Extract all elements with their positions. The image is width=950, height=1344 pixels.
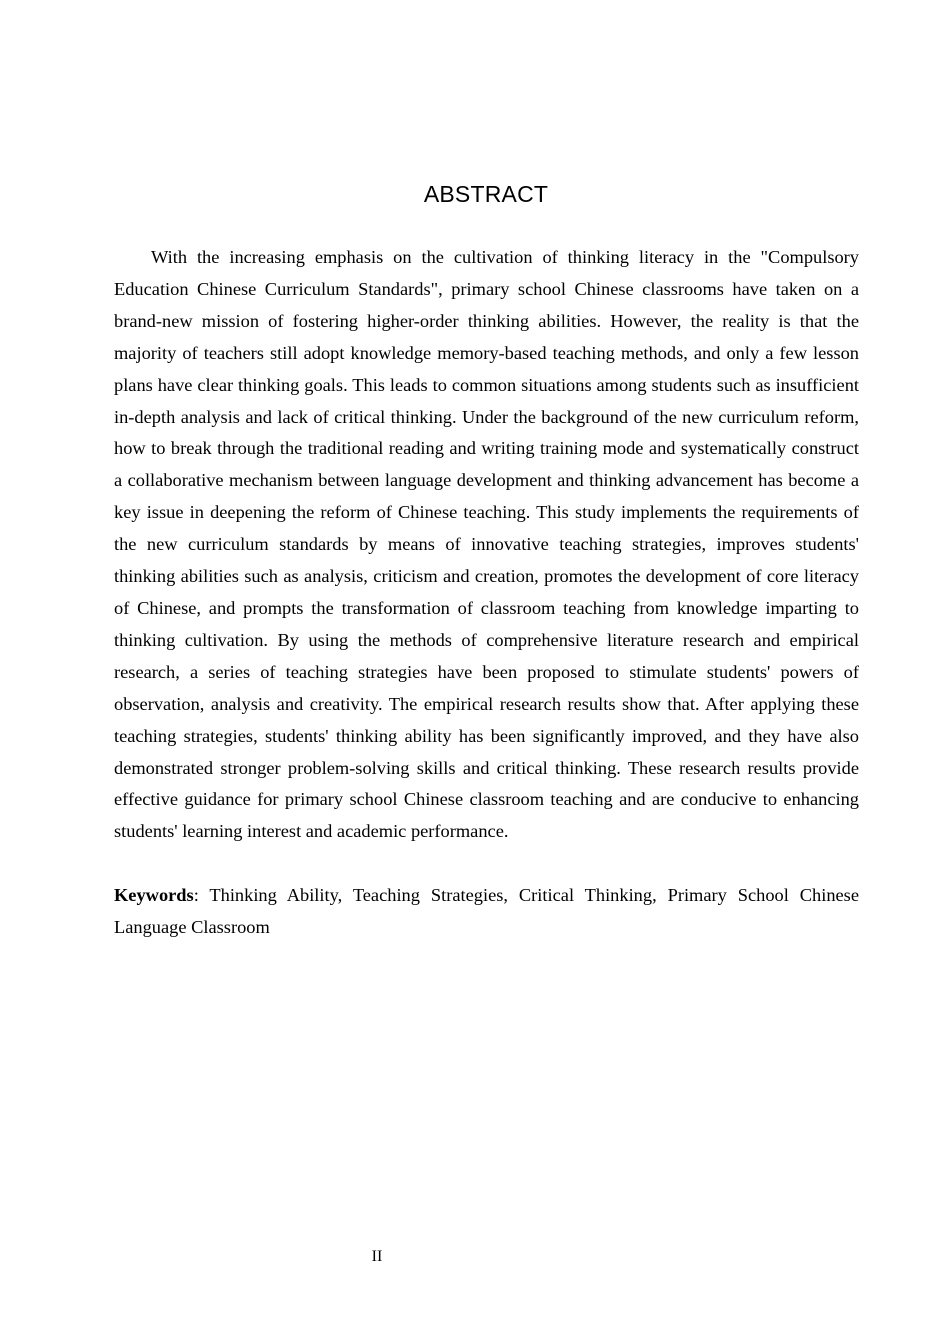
keywords-label: Keywords <box>114 885 194 905</box>
keywords-text: Thinking Ability, Teaching Strategies, Critical Thinking, Primary School Chinese Language Classroom <box>114 885 860 937</box>
page-number: II <box>371 1248 383 1265</box>
keywords-separator: : <box>193 885 210 905</box>
abstract-paragraph: With the increasing emphasis on the cultivation of thinking literacy in the "Compulsory Education Chinese Curriculum Standards", primary school Chinese classrooms have taken on a brand-new mission of fostering higher-order thinking abilities. However, the reality is that the majority of teachers still adopt knowledge memory-based teaching methods, and only a few lesson plans have clear thinking goals. This leads to common situations among students such as insufficient in-depth analysis and lack of critical thinking. Under the background of the new curriculum reform, how to break through the traditional reading and writing training mode and systematically construct a collaborative mechanism between language development and thinking advancement has become a key issue in deepening the reform of Chinese teaching. This study implements the requirements of the new curriculum standards by means of innovative teaching strategies, improves students' thinking abilities such as analysis, criticism and creation, promotes the development of core literacy of Chinese, and prompts the transformation of classroom teaching from knowledge imparting to thinking cultivation. By using the methods of comprehensive literature research and empirical research, a series of teaching strategies have been proposed to stimulate students' powers of observation, analysis and creativity. The empirical research results show that. After applying these teaching strategies, students' thinking ability has been significantly improved, and they have also demonstrated stronger problem-solving skills and critical thinking. These research results provide effective guidance for primary school Chinese classroom teaching and are conducive to enhancing students' learning interest and academic performance. <box>114 247 859 842</box>
page-title: ABSTRACT <box>423 181 549 207</box>
keywords-paragraph <box>114 880 859 944</box>
